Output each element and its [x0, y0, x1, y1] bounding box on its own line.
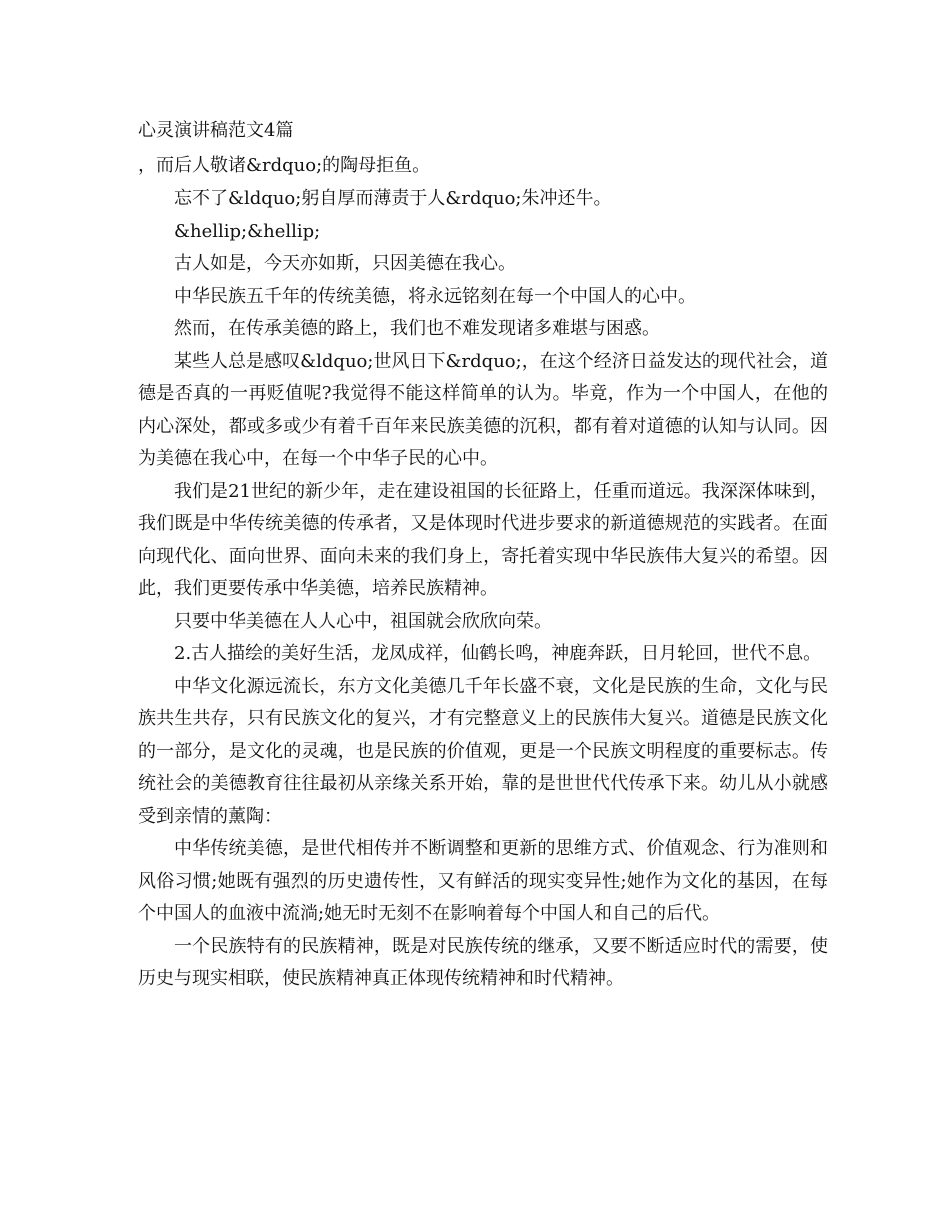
- paragraph: 忘不了&ldquo;躬自厚而薄责于人&rdquo;朱冲还牛。: [174, 188, 612, 209]
- paragraph: ，而后人敬诸&rdquo;的陶母拒鱼。: [138, 155, 431, 176]
- paragraph: 然而，在传承美德的路上，我们也不难发现诸多难堪与困惑。: [174, 318, 660, 339]
- paragraph: 只要中华美德在人人心中，祖国就会欣欣向荣。: [174, 610, 552, 632]
- document-title: 心灵演讲稿范文4篇: [138, 120, 294, 141]
- paragraph: 中华民族五千年的传统美德，将永远铭刻在每一个中国人的心中。: [174, 285, 696, 307]
- paragraph: &hellip;&hellip;: [174, 220, 321, 242]
- paragraph: 某些人总是感叹&ldquo;世风日下&rdquo;，在这个经济日益发达的现代社会，道德是否真的一再贬值呢?我觉得不能这样简单的认为。毕竟，作为一个中国人，在他的内心深处，都或多或少有着千百年来民族美德的沉积，都有着对道德的认知与认同。因为美德在我心中，在每一个中华子民的心中。: [138, 350, 828, 469]
- document-body: [138, 112, 828, 996]
- paragraph: 中华传统美德，是世代相传并不断调整和更新的思维方式、价值观念、行为准则和风俗习惯;她既有强烈的历史遗传性，又有鲜活的现实变异性;她作为文化的基因，在每个中国人的血液中流淌;她无时无刻不在影响着每个中国人和自己的后代。: [138, 838, 828, 924]
- paragraph: 我们是21世纪的新少年，走在建设祖国的长征路上，任重而道远。我深深体味到，我们既是中华传统美德的传承者，又是体现时代进步要求的新道德规范的实践者。在面向现代化、面向世界、面向未来的我们身上，寄托着实现中华民族伟大复兴的希望。因此，我们更要传承中华美德，培养民族精神。: [138, 480, 828, 599]
- paragraph: 中华文化源远流长，东方文化美德几千年长盛不衰，文化是民族的生命，文化与民族共生共存，只有民族文化的复兴，才有完整意义上的民族伟大复兴。道德是民族文化的一部分，是文化的灵魂，也是民族的价值观，更是一个民族文明程度的重要标志。传统社会的美德教育往往最初从亲缘关系开始，靠的是世世代代传承下来。幼儿从小就感受到亲情的薰陶：: [138, 675, 828, 827]
- paragraph: 2.古人描绘的美好生活，龙凤成祥，仙鹤长鸣，神鹿奔跃，日月轮回，世代不息。: [174, 643, 822, 664]
- paragraph: 古人如是，今天亦如斯，只因美德在我心。: [174, 253, 516, 274]
- paragraph: 一个民族特有的民族精神，既是对民族传统的继承，又要不断适应时代的需要，使历史与现实相联，使民族精神真正体现传统精神和时代精神。: [138, 935, 828, 989]
